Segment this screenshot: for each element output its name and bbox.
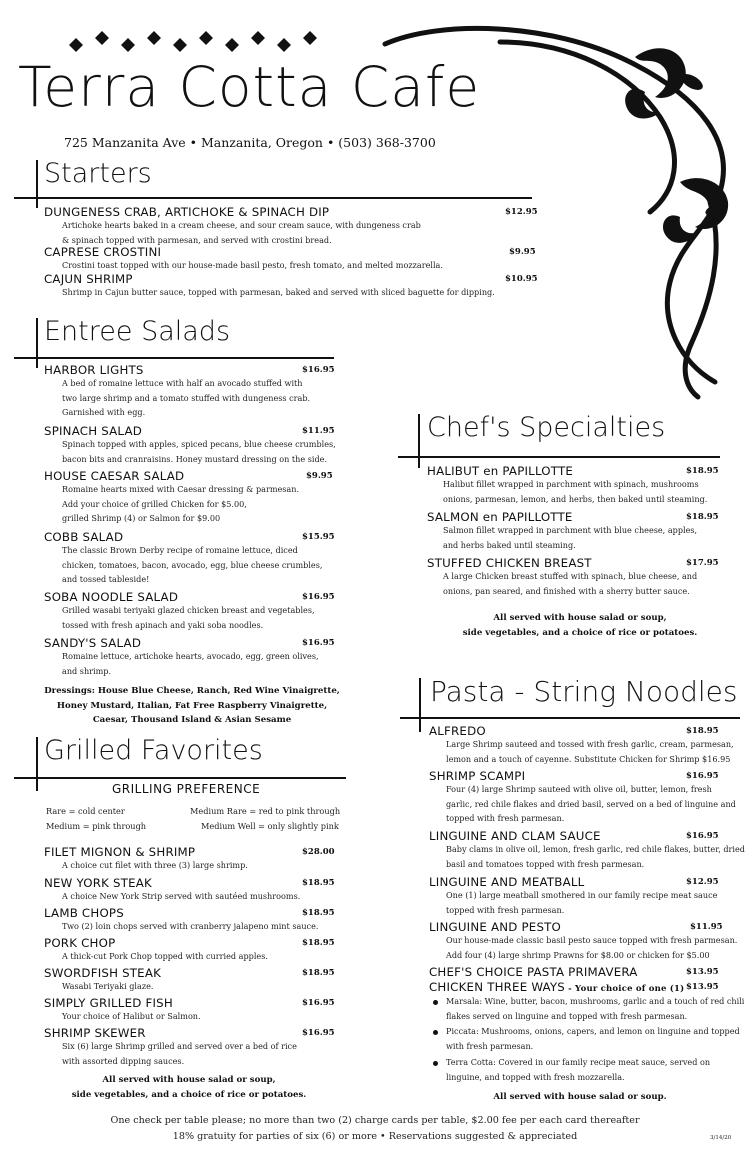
menu-item-desc: Your choice of Halibut or Salmon. bbox=[62, 1011, 201, 1021]
grill-pref: Rare = cold center bbox=[46, 806, 125, 816]
menu-item-name: LINGUINE AND MEATBALL bbox=[429, 875, 585, 889]
menu-item-desc: Salmon fillet wrapped in parchment with blue cheese, apples, and herbs baked until steaming. bbox=[443, 525, 698, 550]
menu-item-name: HALIBUT en PAPILLOTTE bbox=[427, 464, 574, 478]
section-rule bbox=[36, 737, 38, 791]
menu-item-desc: Grilled wasabi teriyaki glazed chicken breast and vegetables, tossed with fresh apinach and yaki soba noodles. bbox=[62, 605, 315, 630]
grilling-preference-title: GRILLING PREFERENCE bbox=[112, 782, 261, 796]
menu-item-price: $18.95 bbox=[686, 512, 719, 522]
menu-item-name: SOBA NOODLE SALAD bbox=[44, 590, 179, 604]
pasta-served-note: All served with house salad or soup. bbox=[493, 1092, 667, 1102]
grilled-served-note: All served with house salad or soup, side vegetables, and a choice of rice or potatoes. bbox=[71, 1075, 307, 1100]
menu-item-price: $18.95 bbox=[302, 908, 335, 918]
menu-item-name: NEW YORK STEAK bbox=[44, 876, 152, 890]
menu-item-name: LAMB CHOPS bbox=[44, 906, 124, 920]
menu-item-desc: Romaine hearts mixed with Caesar dressing & parmesan. Add your choice of grilled Chicken for $5.00, grilled Shrimp (4) or Salmon for $9.00 bbox=[62, 484, 300, 524]
menu-item-desc: A large Chicken breast stuffed with spinach, blue cheese, and onions, pan seared, and finished with a sherry butter sauce. bbox=[443, 571, 698, 596]
menu-item-name: ALFREDO bbox=[429, 724, 486, 738]
menu-item-name: SPINACH SALAD bbox=[44, 424, 143, 438]
section-rule bbox=[36, 318, 38, 368]
menu-item-price: $10.95 bbox=[505, 274, 538, 284]
menu-item-name: COBB SALAD bbox=[44, 530, 124, 544]
menu-item-price: $18.95 bbox=[302, 968, 335, 978]
menu-item-desc: The classic Brown Derby recipe of romaine lettuce, diced chicken, tomatoes, bacon, avocado, egg, blue cheese crumbles, and tossed tableside! bbox=[62, 545, 323, 585]
menu-item-price: $16.95 bbox=[302, 592, 335, 602]
menu-item-price: $11.95 bbox=[690, 922, 723, 932]
menu-item-desc: Shrimp in Cajun butter sauce, topped with parmesan, baked and served with sliced baguette for dipping. bbox=[62, 287, 495, 297]
menu-item-desc: Wasabi Teriyaki glaze. bbox=[62, 981, 154, 991]
menu-item-desc: Spinach topped with apples, spiced pecans, blue cheese crumbles, bacon bits and cranraisins. Honey mustard dressing on the side. bbox=[62, 439, 336, 464]
menu-item-price: $16.95 bbox=[686, 831, 719, 841]
salads-heading: Entree Salads bbox=[44, 316, 231, 347]
dressings-note: Dressings: House Blue Cheese, Ranch, Red Wine Vinaigrette, Honey Mustard, Italian, Fat Free Raspberry Vinaigrette, Caesar, Thousand Island & Asian Sesame bbox=[44, 686, 340, 725]
section-rule bbox=[14, 197, 532, 199]
chicken-way: Terra Cotta: Covered in our family recipe meat sauce, served on linguine, and topped with fresh mozzarella. bbox=[446, 1057, 711, 1082]
menu-item-name: LINGUINE AND PESTO bbox=[429, 920, 562, 934]
menu-item-desc: Crostini toast topped with our house-made basil pesto, fresh tomato, and melted mozzarella. bbox=[62, 260, 443, 270]
menu-item-price: $18.95 bbox=[686, 726, 719, 736]
menu-item-name: FILET MIGNON & SHRIMP bbox=[44, 845, 196, 859]
menu-item-desc: Our house-made classic basil pesto sauce topped with fresh parmesan. Add four (4) large shrimp Prawns for $8.00 or chicken for $5.00 bbox=[446, 935, 738, 960]
bullet-icon bbox=[433, 1061, 438, 1066]
menu-item-price: $15.95 bbox=[302, 532, 335, 542]
grill-pref: Medium Well = only slightly pink bbox=[201, 821, 339, 831]
menu-item-desc: Artichoke hearts baked in a cream cheese, and sour cream sauce, with dungeness crab & spinach topped with parmesan, and served with crostini bread. bbox=[62, 220, 421, 245]
bullet-icon bbox=[433, 1030, 438, 1035]
footer-policy: One check per table please; no more than two (2) charge cards per table, $2.00 fee per each card thereafter bbox=[110, 1115, 640, 1126]
menu-item-name: CAJUN SHRIMP bbox=[44, 272, 133, 286]
menu-item-desc: A thick-cut Pork Chop topped with curried apples. bbox=[62, 951, 268, 961]
menu-item-price: $13.95 bbox=[686, 967, 719, 977]
menu-item-price: $11.95 bbox=[302, 426, 335, 436]
menu-item-price: $16.95 bbox=[686, 771, 719, 781]
section-rule bbox=[398, 456, 720, 458]
specialties-served-note: All served with house salad or soup, side vegetables, and a choice of rice or potatoes. bbox=[462, 613, 698, 638]
pasta-heading: Pasta - String Noodles bbox=[430, 675, 738, 708]
menu-item-price: $17.95 bbox=[686, 558, 719, 568]
menu-item-desc: A choice New York Strip served with sautéed mushrooms. bbox=[62, 891, 301, 901]
menu-item-name: STUFFED CHICKEN BREAST bbox=[427, 556, 592, 570]
menu-item-name: SHRIMP SKEWER bbox=[44, 1026, 146, 1040]
cafe-title: Terra Cotta Cafe bbox=[18, 55, 481, 119]
starters-heading: Starters bbox=[44, 158, 152, 189]
menu-item-desc: Six (6) large Shrimp grilled and served over a bed of rice with assorted dipping sauces. bbox=[62, 1041, 297, 1066]
menu-item-name: SALMON en PAPILLOTTE bbox=[427, 510, 573, 524]
grilled-heading: Grilled Favorites bbox=[44, 735, 263, 766]
menu-item-desc: One (1) large meatball smothered in our family recipe meat sauce topped with fresh parmesan. bbox=[446, 890, 718, 915]
section-rule bbox=[36, 160, 38, 208]
menu-item-desc: Large Shrimp sauteed and tossed with fresh garlic, cream, parmesan, lemon and a touch of cayenne. Substitute Chicken for Shrimp $16.95 bbox=[446, 739, 734, 764]
menu-item-desc: Romaine lettuce, artichoke hearts, avocado, egg, green olives, and shrimp. bbox=[62, 651, 319, 676]
chicken-way: Piccata: Mushrooms, onions, capers, and lemon on linguine and topped with fresh parmesan. bbox=[446, 1026, 740, 1051]
menu-item-price: $18.95 bbox=[686, 466, 719, 476]
menu-item-name: HARBOR LIGHTS bbox=[44, 363, 144, 377]
menu-item-price: $18.95 bbox=[302, 938, 335, 948]
choice-note: - Your choice of one (1) bbox=[565, 984, 685, 994]
menu-item-name: SHRIMP SCAMPI bbox=[429, 769, 526, 783]
menu-item-desc: Halibut fillet wrapped in parchment with spinach, mushrooms onions, parmesan, lemon, and herbs, then baked until steaming. bbox=[443, 479, 708, 504]
menu-item-price: $12.95 bbox=[686, 877, 719, 887]
grill-pref: Medium Rare = red to pink through bbox=[190, 806, 341, 816]
menu-item-price: $16.95 bbox=[302, 1028, 335, 1038]
menu-item-price: $9.95 bbox=[509, 247, 536, 257]
menu-item-price: $16.95 bbox=[302, 638, 335, 648]
menu-item-price: $9.95 bbox=[306, 471, 333, 481]
menu-item-price: $13.95 bbox=[686, 982, 719, 992]
section-rule bbox=[14, 777, 346, 779]
menu-item-name: CAPRESE CROSTINI bbox=[44, 245, 162, 259]
menu-item-name: SWORDFISH STEAK bbox=[44, 966, 162, 980]
menu-item-name: DUNGENESS CRAB, ARTICHOKE & SPINACH DIP bbox=[44, 205, 330, 219]
menu-item-name: CHEF'S CHOICE PASTA PRIMAVERA bbox=[429, 965, 638, 979]
menu-item-desc: Four (4) large Shrimp sauteed with olive oil, butter, lemon, fresh garlic, red chile flakes and dried basil, served on a bed of linguine and topped with fresh parmesan. bbox=[446, 784, 736, 824]
menu-item-name: HOUSE CAESAR SALAD bbox=[44, 469, 185, 483]
menu-item-price: $18.95 bbox=[302, 878, 335, 888]
chicken-three-ways-label: CHICKEN THREE WAYS bbox=[429, 980, 565, 994]
specialties-heading: Chef's Specialties bbox=[427, 412, 666, 443]
menu-item-desc: Two (2) loin chops served with cranberry jalapeno mint sauce. bbox=[62, 921, 319, 931]
menu-item-name: SIMPLY GRILLED FISH bbox=[44, 996, 173, 1010]
section-rule bbox=[400, 717, 740, 719]
section-rule bbox=[419, 678, 421, 732]
section-rule bbox=[14, 357, 334, 359]
menu-item-name: PORK CHOP bbox=[44, 936, 116, 950]
menu-item-price: $16.95 bbox=[302, 365, 335, 375]
bullet-icon bbox=[433, 1000, 438, 1005]
print-date: 3/14/20 bbox=[710, 1135, 732, 1141]
menu-item-price: $28.00 bbox=[302, 847, 335, 857]
chicken-way: Marsala: Wine, butter, bacon, mushrooms, garlic and a touch of red chili flakes served on linguine and topped with fresh parmesan. bbox=[446, 996, 745, 1021]
menu-item-desc: A bed of romaine lettuce with half an avocado stuffed with two large shrimp and a tomato stuffed with dungeness crab. Garnished with egg. bbox=[62, 378, 311, 418]
menu-item-name: SANDY'S SALAD bbox=[44, 636, 142, 650]
grill-pref: Medium = pink through bbox=[46, 821, 147, 831]
menu-item-price: $12.95 bbox=[505, 207, 538, 217]
menu-item-price: $16.95 bbox=[302, 998, 335, 1008]
cafe-address: 725 Manzanita Ave • Manzanita, Oregon • (503) 368-3700 bbox=[64, 135, 436, 150]
menu-item-desc: Baby clams in olive oil, lemon, fresh garlic, red chile flakes, butter, dried basil and tomatoes topped with fresh parmesan. bbox=[446, 844, 745, 869]
section-rule bbox=[418, 414, 420, 468]
footer-gratuity: 18% gratuity for parties of six (6) or more • Reservations suggested & appreciated bbox=[172, 1131, 578, 1142]
menu-item-desc: A choice cut filet with three (3) large shrimp. bbox=[62, 860, 248, 870]
menu-item-name: LINGUINE AND CLAM SAUCE bbox=[429, 829, 601, 843]
